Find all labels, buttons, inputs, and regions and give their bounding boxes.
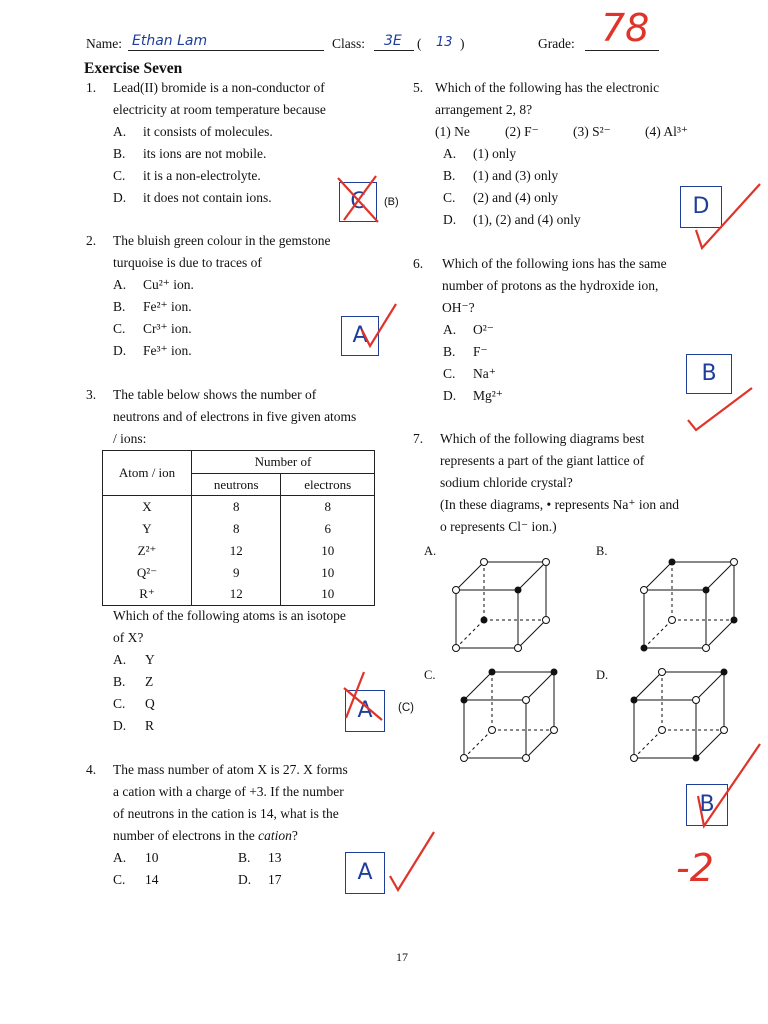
q4-number: 4. [86, 762, 97, 777]
q1-number: 1. [86, 80, 97, 95]
q6-option-letter: D. [443, 388, 457, 403]
q7-line2: represents a part of the giant lattice of [440, 453, 645, 468]
q2-option-letter: C. [113, 321, 126, 336]
q6-option-letter: C. [443, 366, 456, 381]
q6-number: 6. [413, 256, 424, 271]
exercise-title: Exercise Seven [84, 60, 183, 77]
table-row [103, 584, 375, 606]
q6-option-text: O²⁻ [473, 322, 494, 337]
lattice-diagram-b [636, 556, 746, 656]
q3-answer-box[interactable]: A [345, 690, 385, 732]
class-number[interactable]: 13 [436, 35, 453, 50]
table-row [103, 496, 375, 518]
q3-line3: / ions: [113, 431, 147, 446]
class-label: Class: [332, 36, 366, 51]
name-underline [128, 50, 324, 51]
q1-option-text: it consists of molecules. [143, 124, 273, 139]
q5-item: (4) Al³⁺ [645, 124, 689, 139]
table-cell: 8 [192, 496, 281, 518]
q2-option-text: Fe²⁺ ion. [143, 299, 192, 314]
q7-line1: Which of the following diagrams best [440, 431, 645, 446]
table-header-electrons: electrons [281, 474, 375, 496]
q4-line3: of neutrons in the cation is 14, what is the [113, 806, 339, 821]
class-underline [374, 50, 414, 51]
q2-number: 2. [86, 233, 97, 248]
table-cell: R⁺ [103, 584, 192, 606]
q4-option-text: 17 [268, 872, 282, 887]
table-cell: 10 [281, 562, 375, 584]
q3-option-text: R [145, 718, 155, 733]
q2-line1: The bluish green colour in the gemstone [113, 233, 331, 248]
q1-option-text: it is a non-electrolyte. [143, 168, 261, 183]
q1-option-letter: B. [113, 146, 126, 161]
q3-correction: (C) [398, 702, 414, 714]
q5-line1: Which of the following has the electronic [435, 80, 660, 95]
class-no-open: ( [417, 36, 422, 51]
q7-line3: sodium chloride crystal? [440, 475, 573, 490]
q3-line5: of X? [113, 630, 144, 645]
q6-line2: number of protons as the hydroxide ion, [442, 278, 659, 293]
table-cell: 12 [192, 540, 281, 562]
diagram-label-c: C. [424, 668, 436, 682]
q5-item: (3) S²⁻ [573, 124, 611, 139]
q5-option-letter: C. [443, 190, 456, 205]
class-value[interactable]: 3E [384, 33, 402, 49]
q1-line1: Lead(II) bromide is a non-conductor of [113, 80, 325, 95]
q3-option-letter: A. [113, 652, 127, 667]
q1-option-text: its ions are not mobile. [143, 146, 267, 161]
table-cell: 12 [192, 584, 281, 606]
q4-option-text: 14 [145, 872, 159, 887]
q4-option-letter: C. [113, 872, 126, 887]
q2-answer-box[interactable]: A [341, 316, 379, 356]
q3-cross-mark [338, 668, 388, 722]
q2-tick-mark [360, 300, 400, 350]
table-cell: 9 [192, 562, 281, 584]
q7-line5: o represents Cl⁻ ion.) [440, 519, 557, 534]
q1-correction: (B) [384, 196, 399, 208]
q4-line1: The mass number of atom X is 27. X forms [113, 762, 348, 777]
q5-option-text: (1), (2) and (4) only [473, 212, 581, 227]
q2-option-letter: B. [113, 299, 126, 314]
q6-option-letter: A. [443, 322, 457, 337]
table-header-neutrons: neutrons [192, 474, 281, 496]
q1-option-letter: D. [113, 190, 127, 205]
q5-option-letter: D. [443, 212, 457, 227]
q1-option-letter: C. [113, 168, 126, 183]
q2-line2: turquoise is due to traces of [113, 255, 262, 270]
q2-option-text: Cr³⁺ ion. [143, 321, 192, 336]
q1-answer-box[interactable]: C [339, 182, 377, 222]
q4-option-letter: B. [238, 850, 251, 865]
q5-option-letter: B. [443, 168, 456, 183]
table-cell: 8 [281, 496, 375, 518]
q1-cross-mark [334, 172, 384, 226]
q3-option-letter: C. [113, 696, 126, 711]
q6-option-text: Na⁺ [473, 366, 496, 381]
grade-underline [585, 50, 659, 51]
q4-line2: a cation with a charge of +3. If the number [113, 784, 344, 799]
q7-answer-box[interactable]: B [686, 784, 728, 826]
q6-tick-mark [686, 384, 756, 434]
q2-option-text: Fe³⁺ ion. [143, 343, 192, 358]
q4-line4-emphasis: cation [258, 828, 292, 843]
table-header-number: Number of [192, 451, 375, 474]
table-row [103, 540, 375, 562]
q1-option-text: it does not contain ions. [143, 190, 272, 205]
table-cell: 10 [281, 584, 375, 606]
q3-option-text: Q [145, 696, 155, 711]
q4-tick-mark [388, 828, 438, 894]
q5-answer-box[interactable]: D [680, 186, 722, 228]
q3-option-text: Y [145, 652, 155, 667]
q4-line4 [113, 828, 298, 844]
q3-line1: The table below shows the number of [113, 387, 317, 402]
q5-number: 5. [413, 80, 424, 95]
q3-number: 3. [86, 387, 97, 402]
table-cell: X [103, 496, 192, 518]
q4-answer-box[interactable]: A [345, 852, 385, 894]
q4-line4-text: number of electrons in the [113, 828, 259, 843]
q4-option-letter: D. [238, 872, 252, 887]
grade-value: 78 [601, 6, 650, 50]
table-cell: 10 [281, 540, 375, 562]
table-cell: Z²⁺ [103, 540, 192, 562]
q4-line4-end: ? [291, 828, 298, 843]
q7-tick-mark [696, 740, 766, 830]
lattice-diagram-a [448, 556, 558, 656]
name-label: Name: [86, 36, 122, 51]
q5-option-text: (2) and (4) only [473, 190, 559, 205]
q7-number: 7. [413, 431, 424, 446]
q6-answer-box[interactable]: B [686, 354, 732, 394]
table-cell: 8 [192, 518, 281, 540]
q2-option-letter: D. [113, 343, 127, 358]
q2-option-text: Cu²⁺ ion. [143, 277, 194, 292]
name-value[interactable]: Ethan Lam [132, 33, 208, 49]
lattice-diagram-c [456, 666, 566, 766]
q4-option-text: 10 [145, 850, 159, 865]
table-row [103, 562, 375, 584]
q5-item: (1) Ne [435, 124, 470, 139]
diagram-label-b: B. [596, 544, 608, 558]
table-cell: Q²⁻ [103, 562, 192, 584]
q5-line2: arrangement 2, 8? [435, 102, 533, 117]
q1-line2: electricity at room temperature because [113, 102, 326, 117]
page-number: 17 [396, 950, 408, 964]
q5-option-text: (1) and (3) only [473, 168, 559, 183]
q6-line3: OH⁻? [442, 300, 475, 315]
table-row [103, 518, 375, 540]
q3-line4: Which of the following atoms is an isotope [113, 608, 346, 623]
q6-option-letter: B. [443, 344, 456, 359]
table-header-atom: Atom / ion [103, 451, 192, 496]
class-no-close: ) [460, 36, 465, 51]
q5-option-letter: A. [443, 146, 457, 161]
q3-option-letter: D. [113, 718, 127, 733]
diagram-label-d: D. [596, 668, 609, 682]
table-cell: 6 [281, 518, 375, 540]
q5-tick-mark [694, 178, 764, 254]
q4-option-text: 13 [268, 850, 282, 865]
q5-item: (2) F⁻ [505, 124, 539, 139]
q1-option-letter: A. [113, 124, 127, 139]
q3-data-table [102, 450, 375, 606]
q3-option-text: Z [145, 674, 154, 689]
q7-line4: (In these diagrams, • represents Na⁺ ion and [440, 497, 680, 512]
q3-option-letter: B. [113, 674, 126, 689]
q3-line2: neutrons and of electrons in five given atoms [113, 409, 357, 424]
q6-option-text: F⁻ [473, 344, 488, 359]
q2-option-letter: A. [113, 277, 127, 292]
q4-option-letter: A. [113, 850, 127, 865]
q6-option-text: Mg²⁺ [473, 388, 503, 403]
table-cell: Y [103, 518, 192, 540]
q5-option-text: (1) only [473, 146, 517, 161]
q6-line1: Which of the following ions has the same [442, 256, 667, 271]
score-deduction: -2 [676, 846, 714, 890]
grade-label: Grade: [538, 36, 575, 51]
diagram-label-a: A. [424, 544, 437, 558]
